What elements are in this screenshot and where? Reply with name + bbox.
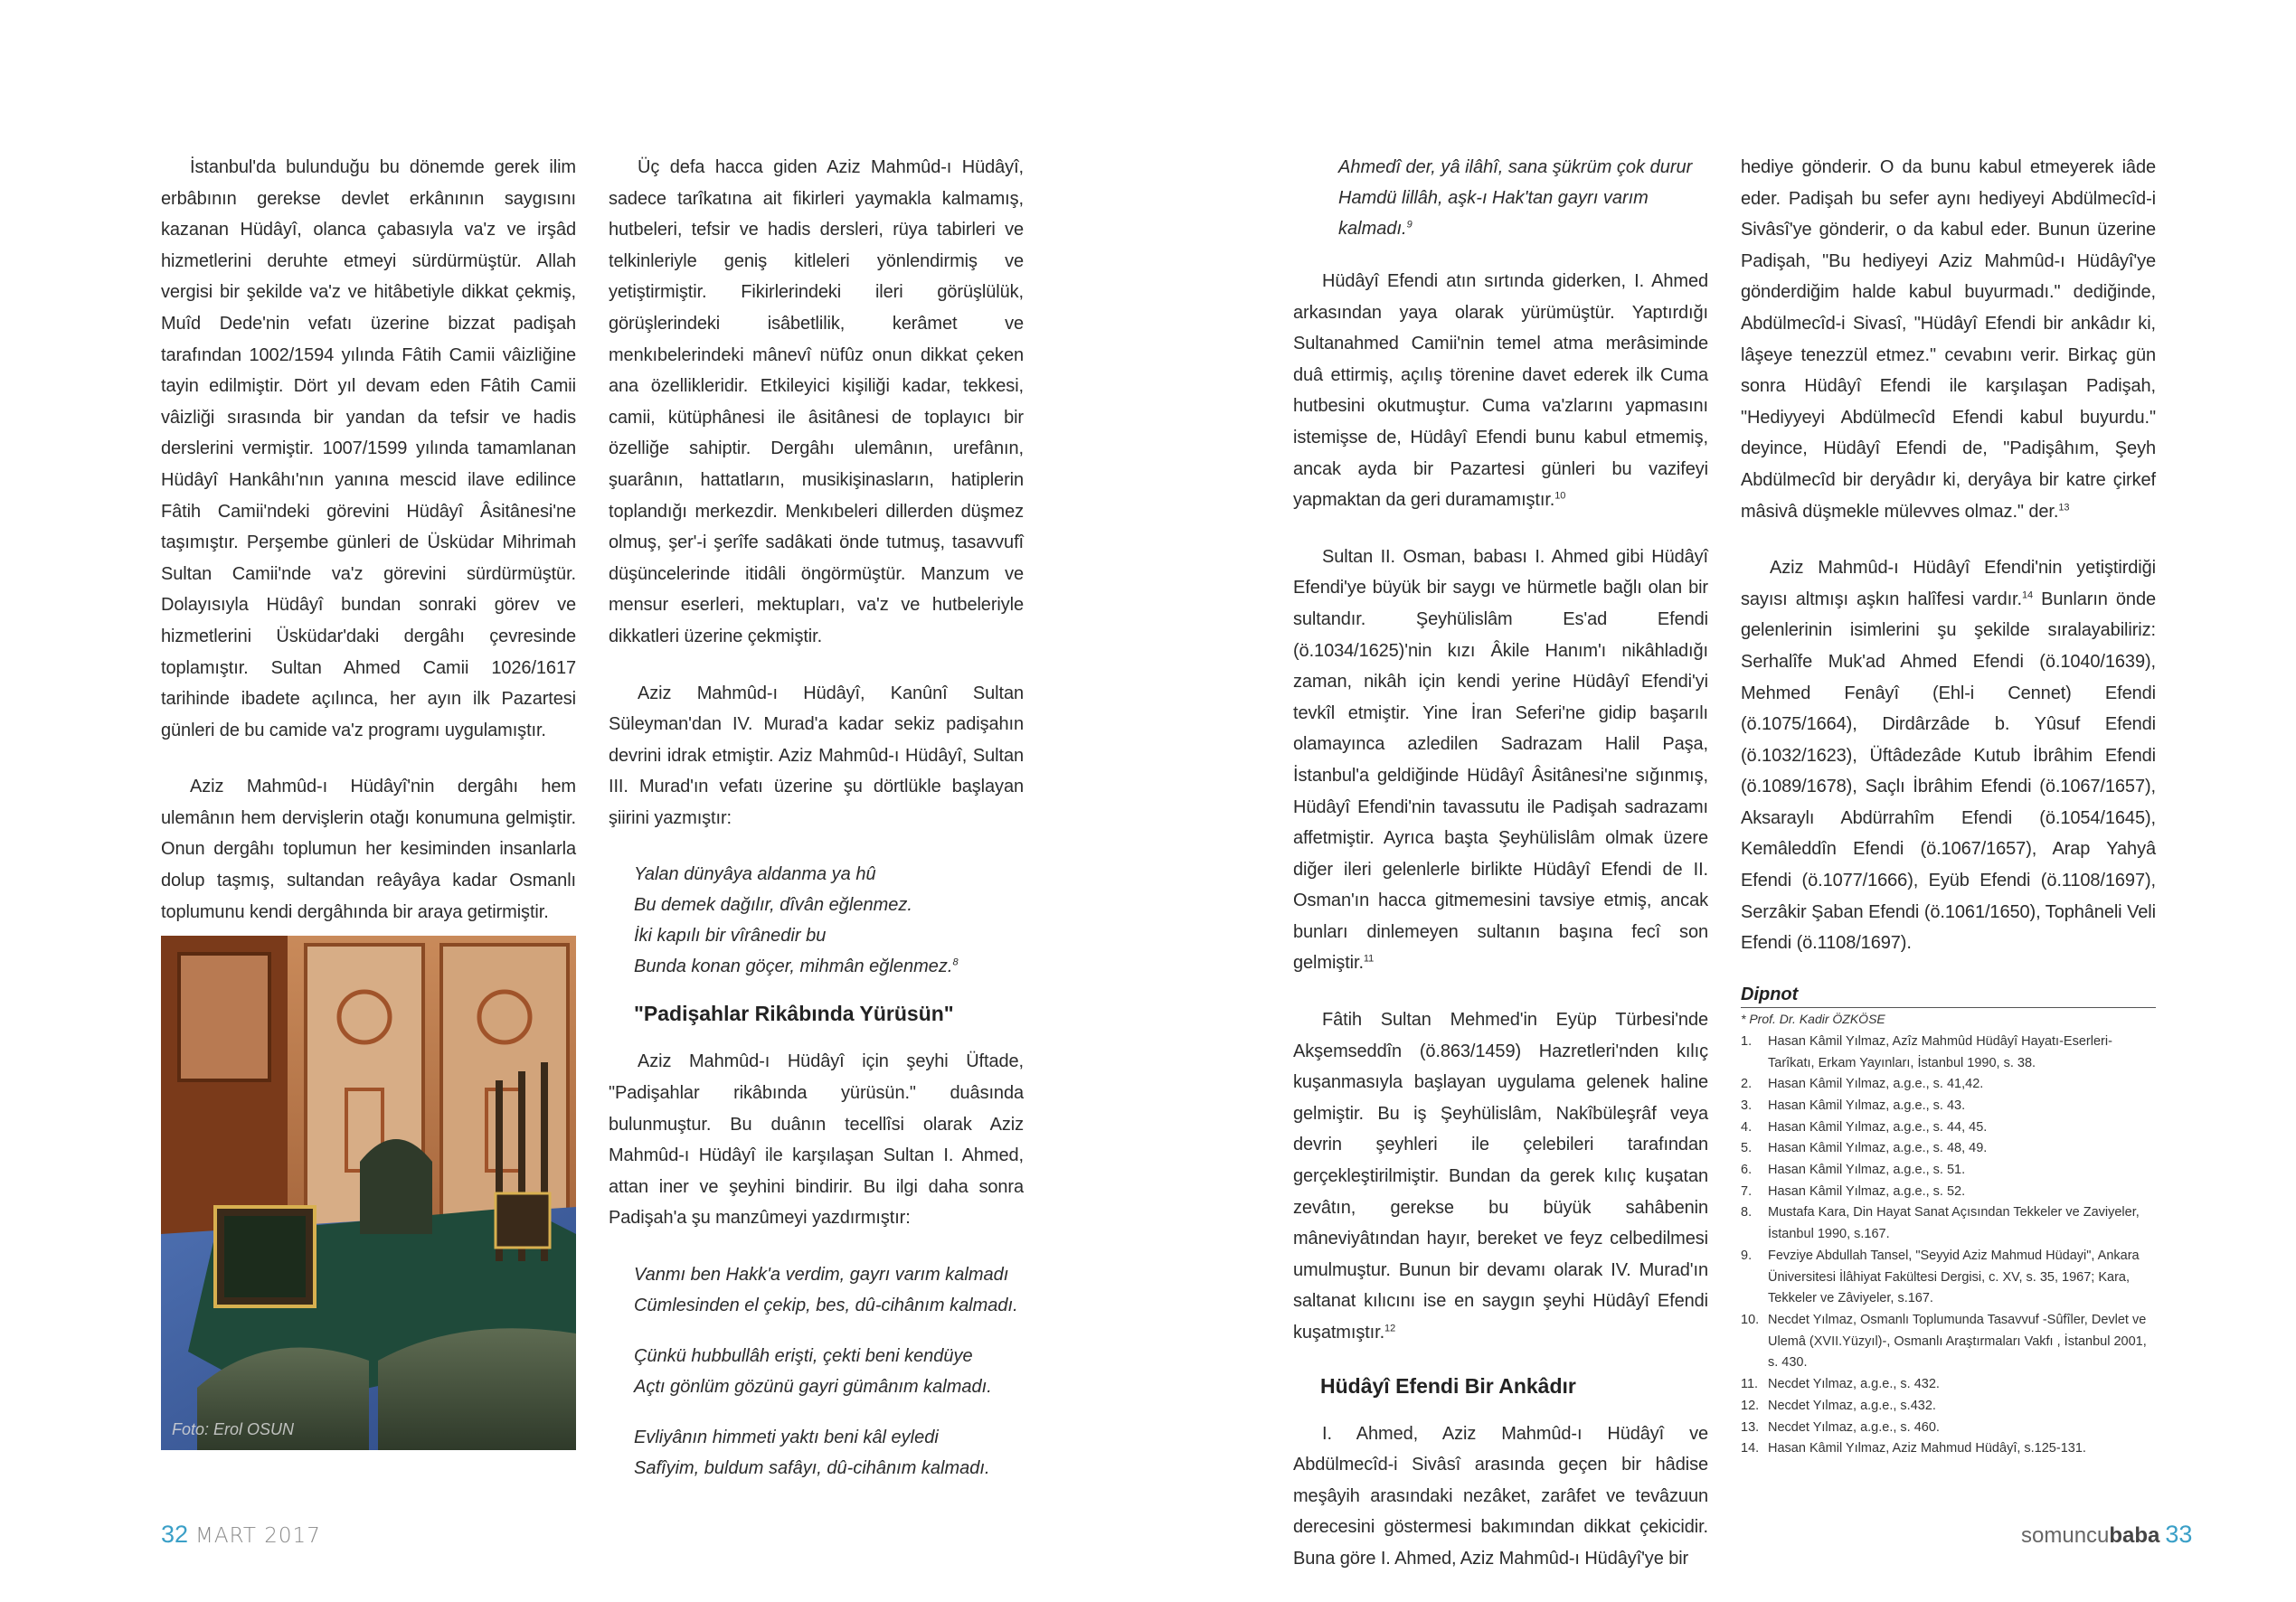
footnote-ref: 11 — [1363, 953, 1375, 965]
footnote-number: 12. — [1741, 1398, 1760, 1413]
footnote-item — [1741, 1182, 2156, 1203]
paragraph — [1293, 266, 1708, 516]
footnote-number: 2. — [1741, 1077, 1753, 1092]
footnote-number: 9. — [1741, 1248, 1753, 1263]
logo-text-light: somuncu — [2021, 1523, 2110, 1548]
poem — [634, 1422, 1024, 1484]
footnote-ref: 12 — [1384, 1323, 1396, 1334]
footnotes-title: Dipnot — [1741, 985, 2156, 1008]
paragraph — [1293, 1004, 1708, 1349]
poem-line — [634, 951, 1024, 982]
footnote-ref: 9 — [1406, 219, 1413, 231]
footnote-item — [1741, 1246, 2156, 1310]
poem — [634, 1341, 1024, 1402]
poem — [634, 1259, 1024, 1321]
paragraph-text: Fâtih Sultan Mehmed'in Eyüp Türbesi'nde Akşemseddîn (ö.863/1459) Hazretleri'nden kılıç kuşanmasıyla başlayan uygulama gelenek haline gelmiştir. Bu iş Şeyhülislâm, Nakîbüleşrâf veya devrin şeyhleri ile çelebileri tarafından gerçekleştirilmiştir. Bundan da gerek kılıç kuşatan zevâtın, gerekse bu büyük sahâbenin mâneviyâtından hayır, bereket ve feyz celbedilmesi umulmuştur. Bunun bir devamı olarak IV. Murad'ın saltanat kılıcını ise en saygın şeyhi Hüdâyî Efendi kuşatmıştır. — [1293, 1010, 1708, 1343]
paragraph — [1741, 552, 2156, 959]
footnote-text: Hasan Kâmil Yılmaz, a.g.e., s. 51. — [1768, 1163, 1966, 1178]
poem-line: Vanmı ben Hakk'a verdim, gayrı varım kalmadı — [634, 1265, 1009, 1286]
page-folio-right — [2021, 1521, 2192, 1549]
footnote-item — [1741, 1310, 2156, 1374]
footnote-text: Necdet Yılmaz, a.g.e., s. 460. — [1768, 1419, 1940, 1435]
footnote-text: Necdet Yılmaz, Osmanlı Toplumunda Tasavvuf -Sûfîler, Devlet ve Ulemâ (XVII.Yüzyıl)-, Osmanlı Araştırmaları Vakfı , İstanbul 2001, s. 430. — [1768, 1312, 2147, 1371]
column-2 — [609, 152, 1024, 1503]
footnote-number: 4. — [1741, 1119, 1753, 1135]
footnote-text: Hasan Kâmil Yılmaz, a.g.e., s. 44, 45. — [1768, 1119, 1988, 1135]
logo-text-bold: baba — [2109, 1523, 2160, 1548]
footnote-text: Hasan Kâmil Yılmaz, a.g.e., s. 43. — [1768, 1098, 1966, 1113]
paragraph-text: Hüdâyî Efendi atın sırtında giderken, I. Ahmed arkasından yaya olarak yürümüştür. Yaptırdığı Sultanahmed Camii'nin temel atma merâsiminde duâ ettirmiş, açılış törenine davet ederek ilk Cuma hutbesini okutmuştur. Cuma va'zlarını yapmasını istemişse de, Hüdâyî Efendi bunu kabul etmemiş, ancak ayda bir Pazartesi günleri bu vazifeyi yapmaktan da geri duramamıştır. — [1293, 271, 1708, 511]
paragraph-text: hediye gönderir. O da bunu kabul etmeyerek iâde eder. Padişah bu sefer aynı hediyeyi Abdülmecîd-i Sivâsî'ye gönderir, o da kabul eder. Bunun üzerine Padişah, "Bu hediyeyi Aziz Mahmûd-ı Hüdâyî'ye gönderdiğim halde kabul buyurmadı." dediğinde, Abdülmecîd-i Sivasî, "Hüdâyî Efendi bir ankâdır ki, lâşeye tenezzül etmez." cevabını verir. Birkaç gün sonra Hüdâyî Efendi ile karşılaşan Padişah, "Hediyyeyi Abdülmecîd Efendi kabul buyurdu." deyince, Hüdâyî Efendi de, "Padişâhım, Şeyh Abdülmecîd bir deryâdır ki, deryâya bir katre çirkef mâsivâ düşmekle mülevves olmaz." der. — [1741, 157, 2156, 522]
paragraph — [1293, 542, 1708, 979]
paragraph: I. Ahmed, Aziz Mahmûd-ı Hüdâyî ve Abdülmecîd-i Sivâsî arasında geçen bir hâdise meşâyih arasındaki nezâket, zarâfet ve tevâzuun derecesini göstermesi bakımından dikkat çekicidir. Buna göre I. Ahmed, Aziz Mahmûd-ı Hüdâyî'ye bir — [1293, 1423, 1708, 1569]
footnote-text: Necdet Yılmaz, a.g.e., s. 432. — [1768, 1377, 1940, 1392]
paragraph: Üç defa hacca giden Aziz Mahmûd-ı Hüdâyî, sadece tarîkatına ait fikirleri yaymakla kalmamış, hutbeleri, tefsir ve hadis dersleri, rüya tabirleri ve telkinleriyle geniş kitleleri yönlendirmiş ve yetiştirmiştir. Fikirlerindeki ileri görüşlülük, görüşlerindeki isâbetlilik, kerâmet ve menkıbelerindeki mânevî nüfûz onun dikkat çeken ana özellikleridir. Etkileyici kişiliği kadar, tekkesi, camii, kütüphânesi ile âsitânesi de toplayıcı bir özelliğe sahiptir. Dergâhı ulemânın, urefânın, şuarânın, hattatların, musikişinasların, hatiplerin toplandığı merkezdir. Menkıbeleri dillerden düşmez olmuş, şer'-i şerîfe sadâkati önde tutmuş, tasavvufî düşüncelerinde itidâli öngörmüştür. Manzum ve mensur eserleri, mektupları, va'z ve hutbeleriyle dikkatleri üzerine çekmiştir. — [609, 157, 1024, 646]
footnote-text: Hasan Kâmil Yılmaz, a.g.e., s. 52. — [1768, 1183, 1966, 1199]
footnote-item — [1741, 1202, 2156, 1245]
tomb-interior-photo — [161, 936, 576, 1450]
footnote-item — [1741, 1096, 2156, 1117]
footnote-text: Hasan Kâmil Yılmaz, a.g.e., s. 41,42. — [1768, 1077, 1984, 1092]
footnote-number: 11. — [1741, 1377, 1759, 1392]
paragraph: Aziz Mahmûd-ı Hüdâyî, Kanûnî Sultan Süleyman'dan IV. Murad'a kadar sekiz padişahın devrini idrak etmiştir. Aziz Mahmûd-ı Hüdâyî, Sultan III. Murad'ın vefatı üzerine şu dörtlükle başlayan şiirini yazmıştır: — [609, 683, 1024, 828]
footnote-number: 3. — [1741, 1098, 1753, 1113]
poem-line: İki kapılı bir vîrânedir bu — [634, 926, 827, 947]
footnote-number: 1. — [1741, 1033, 1753, 1049]
footnote-number: 7. — [1741, 1183, 1753, 1199]
footnote-item — [1741, 1032, 2156, 1074]
footnote-number: 14. — [1741, 1441, 1760, 1456]
poem — [1338, 152, 1708, 244]
footnote-text: Mustafa Kara, Din Hayat Sanat Açısından Tekkeler ve Zaviyeler, İstanbul 1990, s.167. — [1768, 1205, 2140, 1242]
section-heading: "Padişahlar Rikâbında Yürüsün" — [634, 1002, 954, 1026]
page-number: 33 — [2165, 1521, 2193, 1548]
footnote-number: 6. — [1741, 1163, 1753, 1178]
footnote-ref: 14 — [2021, 589, 2034, 601]
footnote-number: 13. — [1741, 1419, 1760, 1435]
poem-line: Cümlesinden el çekip, bes, dû-cihânım kalmadı. — [634, 1296, 1018, 1316]
page-number: 32 — [161, 1521, 189, 1548]
section-heading: Hüdâyî Efendi Bir Ankâdır — [1320, 1373, 1576, 1398]
paragraph-text: Aziz Mahmûd-ı Hüdâyî Efendi'nin yetiştirdiği sayısı altmışı aşkın halîfesi vardır. — [1741, 558, 2156, 609]
paragraph — [1741, 152, 2156, 527]
poem-line: Evliyânın himmeti yaktı beni kâl eyledi — [634, 1428, 939, 1448]
footnote-item — [1741, 1074, 2156, 1096]
paragraph: İstanbul'da bulunduğu bu dönemde gerek ilim erbâbının gerekse devlet erkânının saygısını kazanan Hüdâyî, olanca çabasıyla va'z ve irşâd hizmetlerini deruhte etmeyi sürdürmüştür. Allah vergisi bir şekilde va'z ve hitâbetiyle dikkat çekmiş, Muîd Dede'nin vefatı üzerine bizzat padişah tarafından 1002/1594 yılında Fâtih Camii vâizliğine tayin edilmiştir. Dört yıl devam eden Fâtih Camii vâizliği sırasında bir yandan da tefsir ve hadis derslerini vermiştir. 1007/1599 yılında tamamlanan Hüdâyî Hankâhı'nın yanına mescid ilave edilince Fâtih Camii'ndeki görevini Hüdâyî Âsitânesi'ne taşımıştır. Perşembe günleri de Üsküdar Mihrimah Sultan Camii'nde va'z görevini sürdürmüştür. Dolayısıyla Hüdâyî bundan sonraki görev ve hizmetlerini Üsküdar'daki dergâhı çevresinde toplamıştır. Sultan Ahmed Camii 1026/1617 tarihinde ibadete açılınca, her ayın ilk Pazartesi günleri de bu camide va'z programı uygulamıştır. — [161, 157, 576, 740]
poem-line: Yalan dünyâya aldanma ya hû — [634, 864, 876, 885]
footnotes-list — [1741, 1032, 2156, 1460]
poem-line-text: Hamdü lillâh, aşk-ı Hak'tan gayrı varım kalmadı. — [1338, 188, 1649, 239]
footnote-ref: 13 — [2058, 501, 2070, 513]
footnote-ref: 10 — [1554, 490, 1566, 502]
poem-line: Bu demek dağılır, dîvân eğlenmez. — [634, 895, 912, 916]
paragraph: Aziz Mahmûd-ı Hüdâyî için şeyhi Üftade, "Padişahlar rikâbında yürüsün." duâsında bulunmuştur. Bu duânın tecellîsi olarak Aziz Mahmûd-ı Hüdâyî ile karşılaşan Sultan I. Ahmed, attan iner ve şeyhini bindirir. Bu ilgi daha sonra Padişah'a şu manzûmeyi yazdırmıştır: — [609, 1051, 1024, 1229]
footnote-item — [1741, 1396, 2156, 1418]
footnote-item — [1741, 1117, 2156, 1139]
poem — [634, 859, 1024, 982]
column-1 — [161, 152, 576, 953]
footnote-item — [1741, 1374, 2156, 1396]
column-4 — [1741, 152, 2156, 1460]
photo-credit: Foto: Erol OSUN — [172, 1420, 295, 1438]
footnote-item — [1741, 1138, 2156, 1160]
poem-line: Safîyim, buldum safâyı, dû-cihânım kalmadı. — [634, 1458, 990, 1479]
poem-line: Açtı gönlüm gözünü gayri gümânım kalmadı. — [634, 1377, 992, 1398]
paragraph-text: Bunların önde gelenlerinin isimlerini şu şekilde sıralayabiliriz: Serhalîfe Muk'ad Ahmed Efendi (ö.1040/1639), Mehmed Fenâyî (Ehl-i Cennet) Efendi (ö.1075/1664), Dirdârzâde b. Yûsuf Efendi (ö.1032/1623), Üftâdezâde Kutub İbrâhim Efendi (ö.1089/1678), Saçlı İbrâhim Efendi (ö.1067/1657), Aksaraylı Abdürrahîm Efendi (ö.1054/1645), Kemâleddîn Efendi (ö.1067/1657), Arap Yahyâ Efendi (ö.1077/1666), Eyüb Efendi (ö.1108/1697), Serzâkir Şaban Efendi (ö.1061/1650), Tophâneli Veli Efendi (ö.1108/1697). — [1741, 589, 2156, 954]
issue-date: MART 2017 — [195, 1524, 321, 1548]
author-note: * Prof. Dr. Kadir ÖZKÖSE — [1741, 1011, 1885, 1026]
footnote-text: Necdet Yılmaz, a.g.e., s.432. — [1768, 1398, 1936, 1413]
footnote-item — [1741, 1438, 2156, 1460]
page-folio-left — [161, 1521, 321, 1549]
footnote-number: 8. — [1741, 1205, 1753, 1220]
poem-line: Çünkü hubbullâh erişti, çekti beni kendüye — [634, 1346, 973, 1367]
paragraph-text: Sultan II. Osman, babası I. Ahmed gibi Hüdâyî Efendi'ye büyük bir saygı ve hürmetle bağlı olan bir sultandır. Şeyhülislâm Es'ad Efendi (ö.1034/1625)'nin kızı Âkile Hanım'ı nikâhladığı zaman, nikâh için kendi yerine Hüdâyî Efendi'yi tevkîl etmiştir. Yine İran Seferi'ne gidip başarılı olamayınca azledilen Sadrazam Halil Paşa, İstanbul'a geldiğinde Hüdâyî Âsitânesi'ne sığınmış, Hüdâyî Efendi'nin tavassutu ile Padişah sadrazamı affetmiştir. Ayrıca başta Şeyhülislâm olmak üzere diğer ileri gelenlerle birlikte Hüdâyî Efendi de II. Osman'ın hacca gitmemesini tavsiye etmiş, ancak bunları dinlemeyen sultanın başına fecî son gelmiştir. — [1293, 546, 1708, 974]
poem-line-text: Bunda konan göçer, mihmân eğlenmez. — [634, 956, 953, 977]
poem-line — [1338, 183, 1708, 244]
footnote-text: Hasan Kâmil Yılmaz, a.g.e., s. 48, 49. — [1768, 1141, 1988, 1156]
footnote-text: Hasan Kâmil Yılmaz, Azîz Mahmûd Hüdâyî Hayatı-Eserleri-Tarîkatı, Erkam Yayınları, İstanbul 1990, s. 38. — [1768, 1033, 2112, 1070]
footnote-text: Fevziye Abdullah Tansel, "Seyyid Aziz Mahmud Hüdayi", Ankara Üniversitesi İlâhiyat Fakültesi Dergisi, c. XV, s. 35, 1967; Kara, Tekkeler ve Zâviyeler, s.167. — [1768, 1248, 2140, 1306]
footnote-number: 5. — [1741, 1141, 1753, 1156]
footnote-number: 10. — [1741, 1312, 1760, 1327]
footnote-ref: 8 — [952, 956, 959, 968]
photo-illustration — [161, 936, 576, 1450]
poem-line: Ahmedî der, yâ ilâhî, sana şükrüm çok durur — [1338, 157, 1693, 177]
magazine-logo — [2021, 1523, 2159, 1548]
paragraph: Aziz Mahmûd-ı Hüdâyî'nin dergâhı hem ulemânın hem dervişlerin otağı konumuna gelmiştir. Onun dergâhı toplumun her kesiminden insanlarla dolup taşmış, sultandan reâyâya kadar Osmanlı toplumunu kendi dergâhında bir araya getirmiştir. — [161, 777, 576, 922]
column-3 — [1293, 152, 1708, 1600]
footnote-item — [1741, 1418, 2156, 1439]
footnote-text: Hasan Kâmil Yılmaz, Aziz Mahmud Hüdâyî, s.125-131. — [1768, 1441, 2086, 1456]
footnote-item — [1741, 1160, 2156, 1182]
